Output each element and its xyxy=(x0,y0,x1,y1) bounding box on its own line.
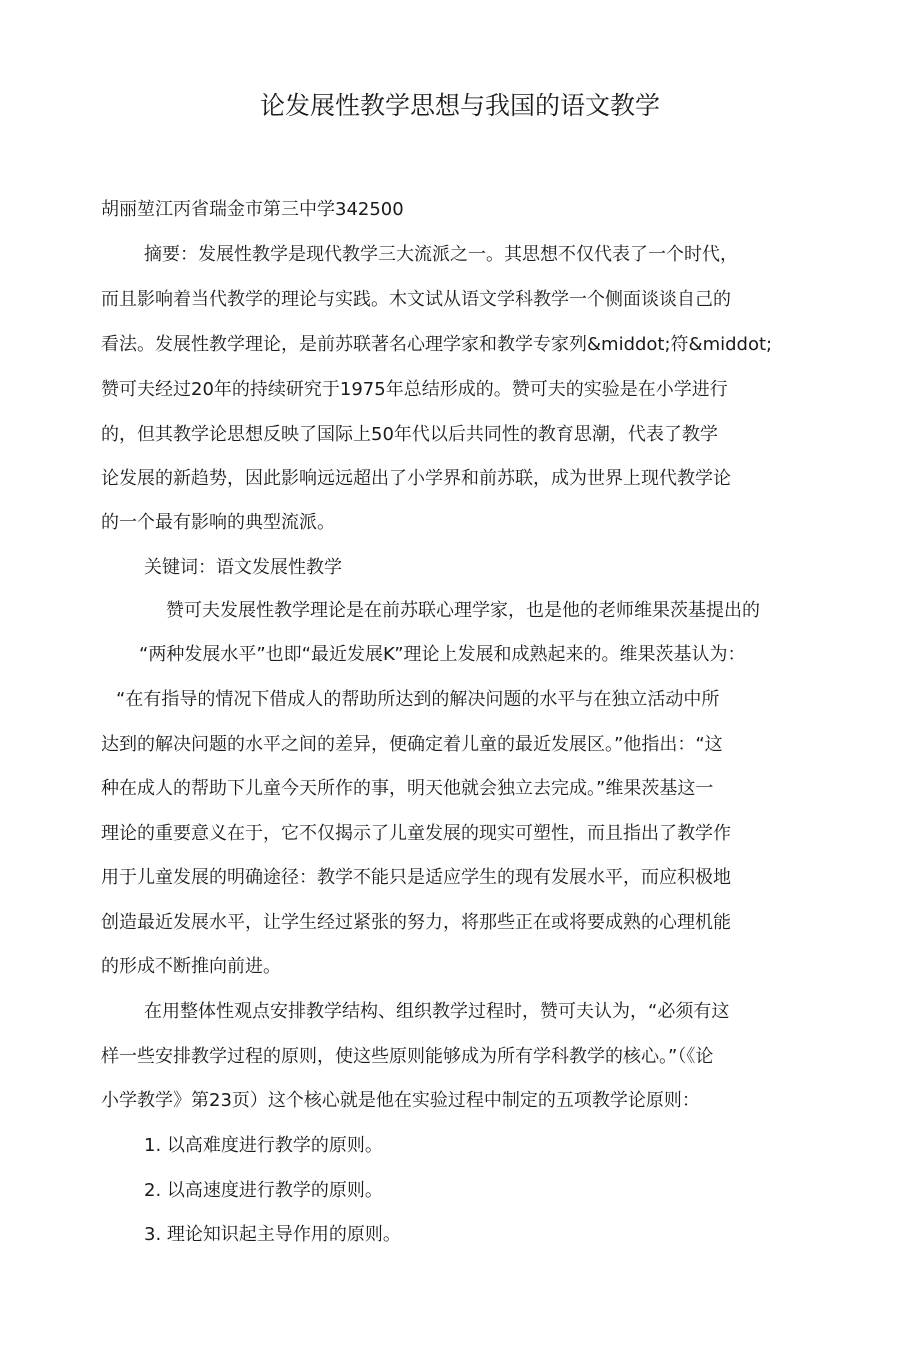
body-paragraph-line: “两种发展水平”也即“最近发展K”理论上发展和成熟起来的。维果茨基认为： xyxy=(139,644,746,665)
abstract-line: 的一个最有影响的典型流派。 xyxy=(101,512,335,533)
abstract-line: 而且影响着当代教学的理论与实践。木文试从语文学科教学一个侧面谈谈自己的 xyxy=(101,289,731,310)
body-paragraph-line: 达到的解决问题的水平之间的差异，便确定着儿童的最近发展区。”他指出：“这 xyxy=(101,734,723,755)
abstract-line: 论发展的新趋势，因此影响远远超出了小学界和前苏联，成为世界上现代教学论 xyxy=(101,468,731,489)
body-paragraph-line: 的形成不断推向前进。 xyxy=(101,956,281,977)
principle-item: 2. 以高速度进行教学的原则。 xyxy=(144,1180,383,1201)
principle-item: 1. 以高难度进行教学的原则。 xyxy=(144,1135,383,1156)
body-paragraph-line: 赞可夫发展性教学理论是在前苏联心理学家，也是他的老师维果茨基提出的 xyxy=(166,600,760,621)
abstract-line: 赞可夫经过20年的持续研究于1975年总结形成的。赞可夫的实验是在小学进行 xyxy=(101,379,728,400)
abstract-line: 看法。发展性教学理论，是前苏联著名心理学家和教学专家列&middot;符&middot; xyxy=(101,334,773,355)
body-paragraph-line: 在用整体性观点安排教学结构、组织教学过程时，赞可夫认为，“必须有这 xyxy=(144,1001,730,1022)
body-paragraph-line: 理论的重要意义在于，它不仅揭示了儿童发展的现实可塑性，而且指出了教学作 xyxy=(101,823,731,844)
author-affiliation: 胡丽堃江丙省瑞金市第三中学342500 xyxy=(101,199,404,220)
keywords-line: 关键词：语文发展性教学 xyxy=(144,557,342,578)
body-paragraph-line: 用于儿童发展的明确途径：教学不能只是适应学生的现有发展水平，而应积极地 xyxy=(101,867,731,888)
body-paragraph-line: 小学教学》第23页）这个核心就是他在实验过程中制定的五项教学论原则： xyxy=(101,1090,700,1111)
document-title: 论发展性教学思想与我国的语文教学 xyxy=(259,91,660,120)
body-paragraph-line: 创造最近发展水平，让学生经过紧张的努力，将那些正在或将要成熟的心理机能 xyxy=(101,912,731,933)
body-paragraph-line: 样一些安排教学过程的原则，使这些原则能够成为所有学科教学的核心。”（《论 xyxy=(101,1046,714,1067)
abstract-line: 摘要：发展性教学是现代教学三大流派之一。其思想不仅代表了一个时代， xyxy=(144,244,738,265)
body-paragraph-line: “在有指导的情况下借成人的帮助所达到的解决问题的水平与在独立活动中所 xyxy=(116,689,720,710)
body-paragraph-line: 种在成人的帮助下儿童今天所作的事，明天他就会独立去完成。”维果茨基这一 xyxy=(101,778,714,799)
abstract-line: 的，但其教学论思想反映了国际上50年代以后共同性的教育思潮，代表了教学 xyxy=(101,424,718,445)
principle-item: 3. 理论知识起主导作用的原则。 xyxy=(144,1224,401,1245)
